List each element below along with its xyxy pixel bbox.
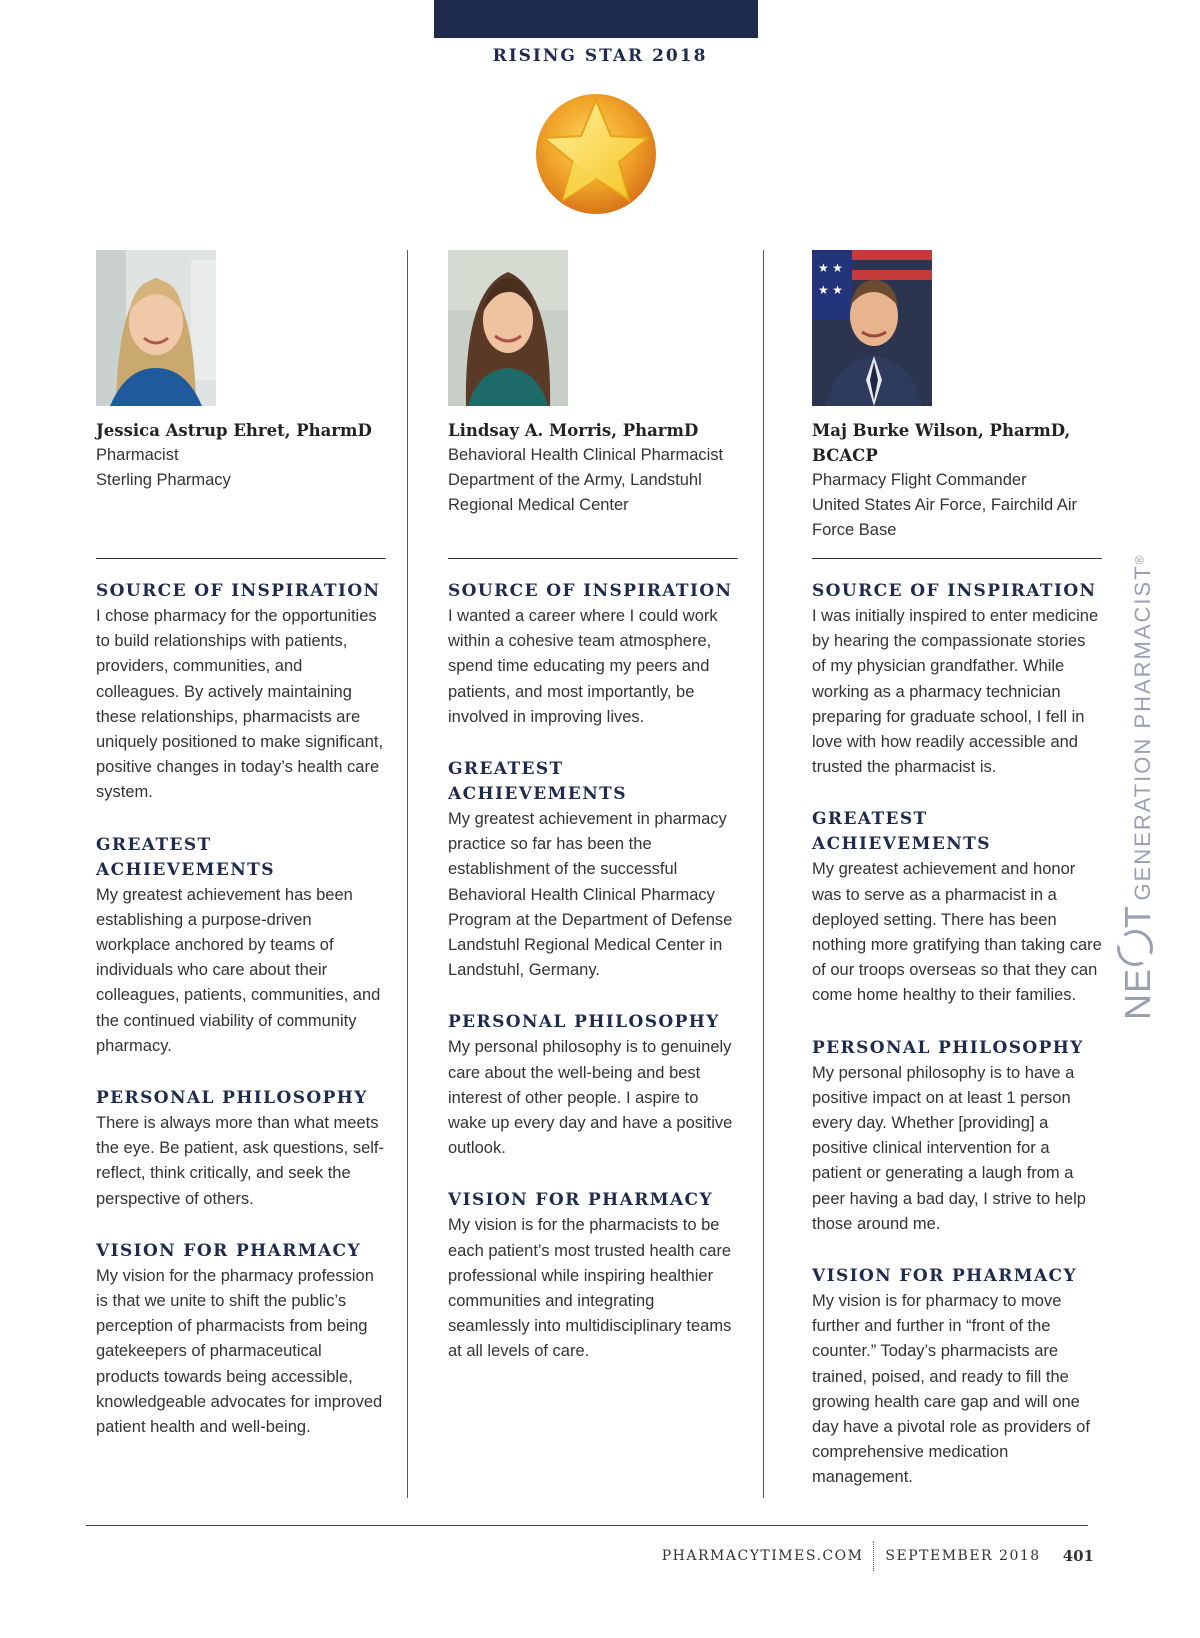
brand-mark-part: T bbox=[1117, 904, 1158, 928]
section-text: My greatest achievement and honor was to serve as a pharmacist in a deployed setting. There has been nothing more gratifying than taking care of our troops overseas so that they can come home healthy to their families. bbox=[812, 860, 1102, 1005]
section-heading: VISION FOR PHARMACY bbox=[448, 1190, 713, 1211]
footer-separator bbox=[873, 1541, 875, 1571]
separator-line bbox=[96, 558, 386, 559]
section-heading: SOURCE OF INSPIRATION bbox=[812, 581, 1097, 601]
section-text: My greatest achievement has been establishing a purpose-driven workplace anchored by teams of individuals who care about their colleagues, patients, communities, and the continued viability of community pharmacy. bbox=[96, 885, 381, 1055]
section-text: I was initially inspired to enter medicine by hearing the compassionate stories of my physician grandfather. While working as a pharmacy technician preparing for graduate school, I fell in love with how readily accessible and trusted the pharmacist is. bbox=[812, 607, 1099, 777]
footer-site: PHARMACYTIMES.COM bbox=[661, 1548, 864, 1564]
section-heading: GREATEST ACHIEVEMENTS bbox=[448, 759, 627, 805]
section-text: My greatest achievement in pharmacy practice so far has been the establishment of the successful Behavioral Health Clinical Pharmacy Program at the Department of Defense Landstuhl Regional Medical Center in Landstuhl, Germany. bbox=[448, 810, 733, 980]
profile-name: Lindsay A. Morris, PharmD bbox=[448, 421, 699, 440]
column-divider bbox=[407, 250, 408, 1498]
section-heading: PERSONAL PHILOSOPHY bbox=[448, 1012, 720, 1033]
brand-x-icon bbox=[1117, 930, 1153, 966]
section-heading: SOURCE OF INSPIRATION bbox=[448, 581, 733, 601]
profile-column bbox=[96, 250, 386, 1467]
section-text: My personal philosophy is to genuinely care about the well-being and best interest of other people. I aspire to wake up every day and have a positive outlook. bbox=[448, 1038, 733, 1158]
section-text: There is always more than what meets the eye. Be patient, ask questions, self-reflect, think critically, and seek the perspective of others. bbox=[96, 1114, 385, 1208]
svg-text:★ ★: ★ ★ bbox=[818, 261, 843, 275]
brand-tagline: GENERATION PHARMACIST bbox=[1130, 564, 1155, 901]
section-heading: VISION FOR PHARMACY bbox=[96, 1240, 361, 1261]
footer-rule bbox=[86, 1525, 1088, 1526]
profile-name: Maj Burke Wilson, PharmD, BCACP bbox=[812, 421, 1071, 465]
profile-photo bbox=[448, 250, 568, 406]
footer-issue: SEPTEMBER 2018 bbox=[885, 1548, 1041, 1564]
section-text: My vision for the pharmacy profession is that we unite to shift the public’s perception of pharmacists from being gatekeepers of pharmaceutical products towards being accessible, knowledgeable advocates for improved patient health and well-being. bbox=[96, 1266, 383, 1437]
svg-text:★ ★: ★ ★ bbox=[818, 283, 843, 297]
section-heading: PERSONAL PHILOSOPHY bbox=[96, 1088, 368, 1109]
profile-role: Pharmacy Flight Commander United States Air Force, Fairchild Air Force Base bbox=[812, 471, 1078, 539]
page-number: 401 bbox=[1062, 1547, 1094, 1565]
profile-column bbox=[448, 250, 738, 1392]
section-kicker: RISING STAR 2018 bbox=[492, 46, 708, 66]
separator-line bbox=[448, 558, 738, 559]
profile-photo bbox=[812, 250, 932, 406]
registered-mark: ® bbox=[1132, 555, 1147, 565]
section-heading: SOURCE OF INSPIRATION bbox=[96, 581, 381, 601]
profile-role: Pharmacist Sterling Pharmacy bbox=[96, 446, 231, 489]
brand-sidebar bbox=[1117, 556, 1159, 1021]
page-footer bbox=[662, 1541, 1094, 1571]
section-text: My personal philosophy is to have a positive impact on at least 1 person every day. Whether [providing] a positive clinical intervention for a patient or generating a laugh from a peer having a bad day, I strive to help those around me. bbox=[812, 1063, 1086, 1233]
section-text: I wanted a career where I could work within a cohesive team atmosphere, spend time educating my peers and patients, and most importantly, be involved in improving lives. bbox=[448, 607, 718, 726]
profile-photo bbox=[96, 250, 216, 406]
section-text: My vision is for pharmacy to move further and further in “front of the counter.” Today’s pharmacists are trained, poised, and ready to fill the growing health care gap and will one day have a pivotal role as providers of comprehensive medication management. bbox=[812, 1292, 1090, 1487]
section-text: My vision is for the pharmacists to be each patient’s most trusted health care professional while inspiring healthier communities and integrating seamlessly into multidisciplinary teams at all levels of care. bbox=[448, 1216, 732, 1361]
column-divider bbox=[763, 250, 764, 1498]
profile-role: Behavioral Health Clinical Pharmacist Department of the Army, Landstuhl Regional Medical Center bbox=[448, 446, 724, 514]
profile-name: Jessica Astrup Ehret, PharmD bbox=[96, 421, 372, 440]
section-heading: GREATEST ACHIEVEMENTS bbox=[812, 809, 991, 855]
section-heading: VISION FOR PHARMACY bbox=[812, 1266, 1077, 1287]
profile-column bbox=[812, 250, 1102, 1518]
section-heading: GREATEST ACHIEVEMENTS bbox=[96, 834, 275, 880]
section-heading: PERSONAL PHILOSOPHY bbox=[812, 1037, 1084, 1058]
separator-line bbox=[812, 558, 1102, 559]
brand-mark-part: NE bbox=[1117, 967, 1158, 1020]
section-text: I chose pharmacy for the opportunities to build relationships with patients, providers, communities, and colleagues. By actively maintaining these relationships, pharmacists are uniquely positioned to make significant, positive changes in today’s health care system. bbox=[96, 607, 384, 802]
top-bar bbox=[434, 0, 758, 38]
star-badge-icon bbox=[534, 92, 658, 216]
